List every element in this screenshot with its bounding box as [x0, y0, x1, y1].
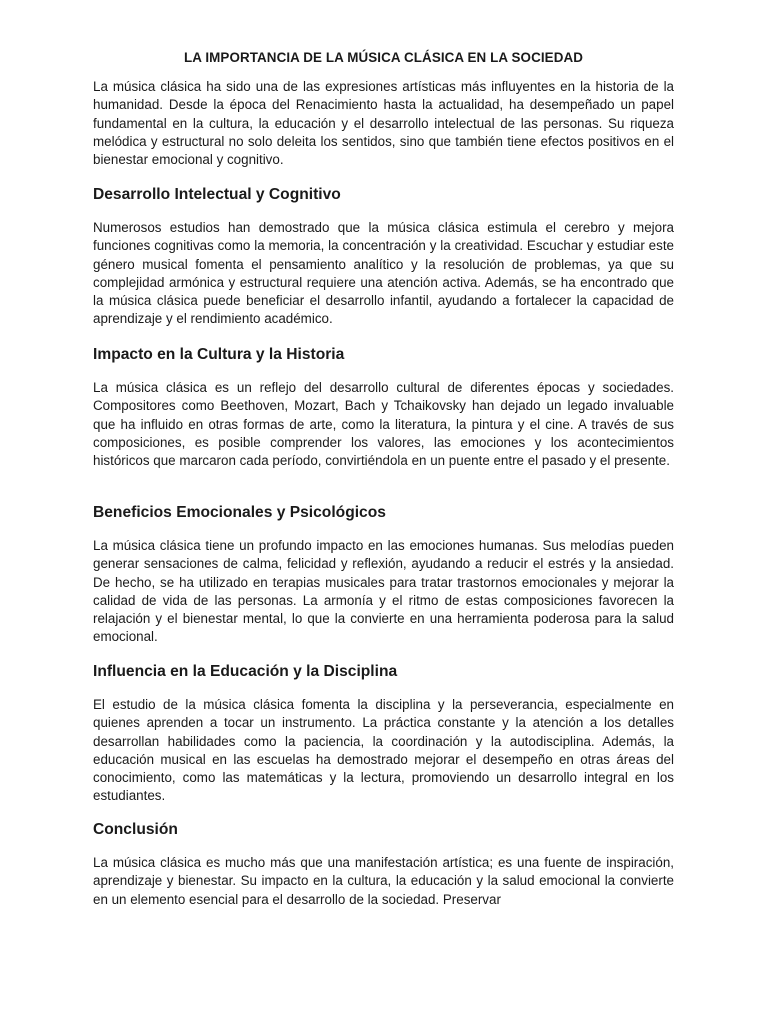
section-heading-beneficios: Beneficios Emocionales y Psicológicos — [93, 504, 386, 521]
section-paragraph-influencia: El estudio de la música clásica fomenta la disciplina y la perseverancia, especialmente en quienes aprenden a tocar un instrumento. La práctica constante y la atención a los detalles desarrollan habilidades como la paciencia, la coordinación y la autodisciplina. Además, la educación musical en las escuelas ha demostrado mejorar el desempeño en otras áreas del conocimiento, como las matemáticas y la lectura, promoviendo un desarrollo integral en los estudiantes. — [93, 697, 674, 804]
section-paragraph-conclusion: La música clásica es mucho más que una manifestación artística; es una fuente de inspiración, aprendizaje y bienestar. Su impacto en la cultura, la educación y la salud emocional la convierte en un elemento esencial para el desarrollo de la sociedad. Preservar — [93, 855, 674, 907]
intro-paragraph: La música clásica ha sido una de las expresiones artísticas más influyentes en la historia de la humanidad. Desde la época del Renacimiento hasta la actualidad, ha desempeñado un papel fundamental en la cultura, la educación y el desarrollo intelectual de las personas. Su riqueza melódica y estructural no solo deleita los sentidos, sino que también tiene efectos positivos en el bienestar emocional y cognitivo. — [93, 79, 674, 168]
section-paragraph-desarrollo: Numerosos estudios han demostrado que la música clásica estimula el cerebro y mejora funciones cognitivas como la memoria, la concentración y la creatividad. Escuchar y estudiar este género musical fomenta el pensamiento analítico y la resolución de problemas, ya que su complejidad armónica y estructural requiere una atención activa. Además, se ha encontrado que la música clásica puede beneficiar el desarrollo infantil, ayudando a fortalecer la capacidad de aprendizaje y el rendimiento académico. — [93, 220, 674, 327]
section-paragraph-impacto: La música clásica es un reflejo del desarrollo cultural de diferentes épocas y sociedades. Compositores como Beethoven, Mozart, Bach y Tchaikovsky han dejado un legado invaluable que ha influido en otras formas de arte, como la literatura, la pintura y el cine. A través de sus composiciones, es posible comprender los valores, las emociones y los acontecimientos históricos que marcaron cada período, convirtiéndola en un puente entre el pasado y el presente. — [93, 380, 674, 469]
document-title: LA IMPORTANCIA DE LA MÚSICA CLÁSICA EN LA SOCIEDAD — [183, 50, 584, 65]
document-page — [93, 0, 674, 1024]
section-heading-conclusion: Conclusión — [93, 821, 178, 838]
section-heading-desarrollo: Desarrollo Intelectual y Cognitivo — [93, 186, 341, 203]
section-heading-impacto: Impacto en la Cultura y la Historia — [93, 346, 345, 363]
section-paragraph-beneficios: La música clásica tiene un profundo impacto en las emociones humanas. Sus melodías pueden generar sensaciones de calma, felicidad y reflexión, ayudando a reducir el estrés y la ansiedad. De hecho, se ha utilizado en terapias musicales para tratar trastornos emocionales y mejorar la calidad de vida de las personas. La armonía y el ritmo de estas composiciones favorecen la relajación y el bienestar mental, lo que la convierte en una herramienta poderosa para la salud emocional. — [93, 538, 674, 645]
section-heading-influencia: Influencia en la Educación y la Disciplina — [93, 663, 398, 680]
